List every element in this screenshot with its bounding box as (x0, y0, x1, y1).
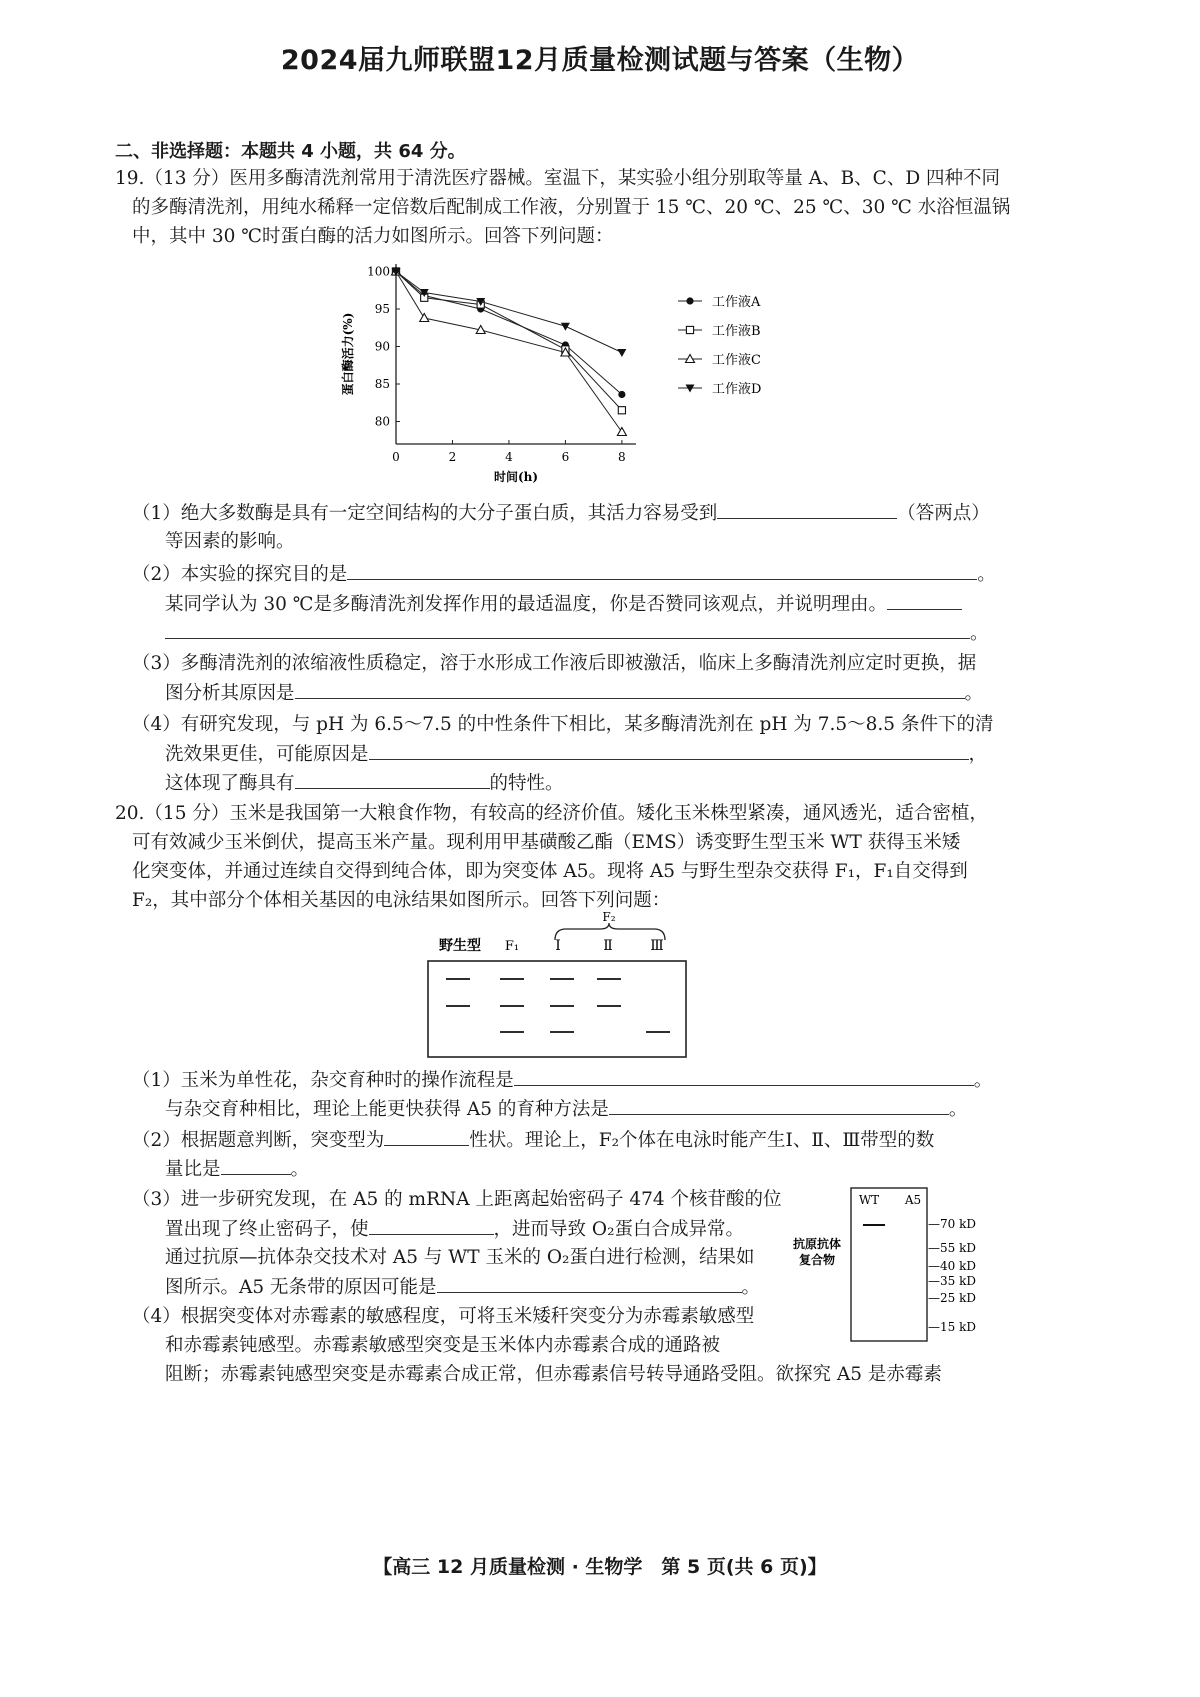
chart-y-tick-label: 80 (374, 414, 390, 429)
q20-p1-line-2 (165, 1096, 967, 1123)
section-heading: 二、非选择题：本题共 4 小题，共 64 分。 (115, 141, 466, 162)
gel-lane-label-3: Ⅲ (650, 938, 664, 954)
q19-p4-property-blank[interactable] (295, 770, 490, 789)
q20-p3-line-3: 通过抗原—抗体杂交技术对 A5 与 WT 玉米的 O₂蛋白进行检测，结果如 (165, 1247, 755, 1268)
q20-p1-method-text: 与杂交育种相比，理论上能更快获得 A5 的育种方法是 (165, 1099, 609, 1120)
blot-marker-40: —40 kD (928, 1259, 976, 1273)
q20-p3-text-2: ，进而导致 O₂蛋白合成异常。 (493, 1219, 744, 1240)
q19-p1-line-2: 等因素的影响。 (165, 531, 295, 552)
q19-p1-blank[interactable] (717, 500, 897, 519)
chart-y-axis-label: 蛋白酶活力(%) (341, 312, 355, 396)
q20-p3-text: 置出现了终止密码子，使 (165, 1219, 369, 1240)
q20-p3-line-1: （3）进一步研究发现，在 A5 的 mRNA 上距离起始密码子 474 个核苷酸的位 (132, 1189, 782, 1210)
blot-marker-55: —55 kD (928, 1241, 976, 1255)
q20-intro-line-3: 化突变体，并通过连续自交得到纯合体，即为突变体 A5。现将 A5 与野生型杂交获得 F₁，F₁自交得到 (132, 861, 968, 882)
chart-data-point (618, 391, 625, 398)
chart-legend-label: 工作液D (712, 382, 762, 397)
q19-p3-line-2 (165, 680, 983, 707)
q19-p2-text: （2）本实验的探究目的是 (132, 564, 348, 585)
gel-lane-label-1: Ⅰ (555, 938, 561, 954)
chart-series-line (396, 272, 622, 433)
chart-y-tick-label: 95 (374, 302, 390, 316)
q19-p2-opinion-blank[interactable] (887, 591, 962, 610)
chart-data-point (617, 349, 626, 357)
q20-p2-ratio-period: 。 (290, 1159, 310, 1180)
q19-p2-line (132, 561, 996, 588)
blot-marker-70: —70 kD (928, 1217, 976, 1231)
chart-data-point (618, 407, 625, 414)
q19-p4-comma: ， (968, 744, 988, 765)
q20-p4-line-3: 阻断；赤霉素钝感型突变是赤霉素合成正常，但赤霉素信号转导通路受阻。欲探究 A5 是赤霉素 (165, 1364, 942, 1385)
chart-x-tick-label: 4 (505, 450, 513, 464)
chart-legend-label: 工作液C (712, 353, 761, 368)
blot-lane-label-wt: WT (858, 1193, 880, 1207)
blot-frame (851, 1188, 927, 1341)
gel-lane-label-2: Ⅱ (603, 938, 613, 954)
q19-p2-blank[interactable] (347, 561, 977, 580)
document-title: 2024届九师联盟12月质量检测试题与答案（生物） (280, 45, 920, 76)
q20-p2-text-2: 性状。理论上，F₂个体在电泳时能产生Ⅰ、Ⅱ、Ⅲ带型的数 (469, 1130, 935, 1151)
chart-y-tick-label: 100 (367, 264, 390, 279)
q20-p1-text: （1）玉米为单性花，杂交育种时的操作流程是 (132, 1070, 514, 1091)
q19-p2-period: 。 (977, 564, 996, 585)
q19-p3-period: 。 (964, 683, 984, 704)
blot-marker-35: —35 kD (928, 1274, 976, 1288)
chart-series-line (396, 272, 622, 395)
q19-intro-line-1: 19.（13 分）医用多酶清洗剂常用于清洗医疗器械。室温下，某实验小组分别取等量 A、B、C、D 四种不同 (115, 168, 1001, 189)
q20-p1-method-blank[interactable] (609, 1096, 949, 1115)
chart-y-tick-label: 85 (374, 377, 390, 391)
chart-series-line (396, 272, 622, 411)
q20-p3-reason-period: 。 (741, 1277, 761, 1298)
chart-series-line (396, 272, 622, 353)
q20-p3-blank[interactable] (369, 1216, 494, 1235)
gel-frame (428, 961, 686, 1057)
q20-p2-line-2 (165, 1156, 309, 1183)
q20-p1-line-1 (132, 1067, 992, 1094)
chart-y-tick-label: 90 (374, 339, 390, 354)
q19-p1-line (132, 500, 990, 527)
chart-legend-marker (686, 297, 693, 304)
q20-intro-line-1: 20.（15 分）玉米是我国第一大粮食作物，有较高的经济价值。矮化玉米株型紧凑，通风透光，适合密植， (115, 803, 988, 824)
q19-p4-property-prefix: 这体现了酶具有 (165, 773, 295, 794)
q19-p4-property-suffix: 的特性。 (489, 773, 564, 794)
q19-p4-line-1: （4）有研究发现，与 pH 为 6.5～7.5 的中性条件下相比，某多酶清洗剂在 pH 为 7.5～8.5 条件下的清 (132, 714, 994, 735)
chart-legend-label: 工作液A (712, 295, 761, 310)
chart-legend-marker (686, 326, 693, 333)
chart-x-tick-label: 8 (618, 450, 626, 464)
q19-p1-suffix: （答两点） (897, 503, 990, 524)
page-footer: 【高三 12 月质量检测 · 生物学 第 5 页(共 6 页)】 (373, 1556, 827, 1578)
blot-side-label-2: 复合物 (798, 1253, 836, 1267)
q20-p1-blank[interactable] (514, 1067, 974, 1086)
q19-p4-blank[interactable] (369, 741, 969, 760)
q19-p4-line-2 (165, 741, 987, 768)
chart-data-point (420, 314, 429, 322)
q20-p2-line-1 (132, 1127, 934, 1154)
chart-legend-label: 工作液B (712, 324, 761, 339)
q19-p2-line-2 (165, 591, 962, 618)
q20-p2-ratio-blank[interactable] (221, 1156, 291, 1175)
q20-p3-reason-text: 图所示。A5 无条带的原因可能是 (165, 1277, 437, 1298)
q19-intro-line-3: 中，其中 30 ℃时蛋白酶的活力如图所示。回答下列问题： (132, 226, 614, 247)
q20-p3-line-2 (165, 1216, 744, 1243)
q19-p2-reason-period: 。 (970, 623, 989, 644)
q19-intro-line-2: 的多酶清洗剂，用纯水稀释一定倍数后配制成工作液，分别置于 15 ℃、20 ℃、25 ℃、30 ℃ 水浴恒温锅 (132, 197, 1011, 218)
chart-data-point (617, 428, 626, 436)
gel-f2-label: F₂ (602, 910, 616, 924)
blot-marker-15: —15 kD (928, 1320, 976, 1334)
q20-p2-ratio-text: 量比是 (165, 1159, 221, 1180)
q19-p2-opinion-text: 某同学认为 30 ℃是多酶清洗剂发挥作用的最适温度，你是否赞同该观点，并说明理由。 (165, 594, 888, 615)
q20-p1-period: 。 (973, 1070, 993, 1091)
q20-p1-method-period: 。 (948, 1099, 968, 1120)
western-blot-figure (785, 1182, 995, 1352)
q20-p4-line-1: （4）根据突变体对赤霉素的敏感程度，可将玉米矮秆突变分为赤霉素敏感型 (132, 1306, 755, 1327)
q20-intro-line-4: F₂，其中部分个体相关基因的电泳结果如图所示。回答下列问题： (132, 890, 671, 911)
gel-bands (446, 979, 670, 1032)
chart-x-tick-label: 2 (448, 450, 457, 464)
q20-p3-line-4 (165, 1274, 760, 1301)
q19-p1-text: （1）绝大多数酶是具有一定空间结构的大分子蛋白质，其活力容易受到 (132, 503, 718, 524)
gel-lane-label-f1: F₁ (504, 939, 520, 954)
enzyme-activity-chart (330, 252, 800, 492)
chart-data-point (561, 323, 570, 331)
q19-p3-text: 图分析其原因是 (165, 683, 295, 704)
q20-p2-trait-blank[interactable] (384, 1127, 469, 1146)
q20-intro-line-2: 可有效减少玉米倒伏，提高玉米产量。现利用甲基磺酸乙酯（EMS）诱变野生型玉米 WT 获得玉米矮 (132, 832, 961, 853)
blot-marker-25: —25 kD (928, 1291, 976, 1305)
gel-electrophoresis-figure (420, 905, 695, 1060)
gel-lane-label-wildtype: 野生型 (439, 938, 481, 954)
q19-p2-line-3 (165, 620, 989, 647)
chart-x-axis-label: 时间(h) (493, 470, 539, 484)
blot-side-label-1: 抗原抗体 (792, 1237, 842, 1251)
q19-p2-reason-blank[interactable] (165, 620, 970, 639)
q19-p4-text: 洗效果更佳，可能原因是 (165, 744, 369, 765)
q19-p3-line-1: （3）多酶清洗剂的浓缩液性质稳定，溶于水形成工作液后即被激活，临床上多酶清洗剂应定时更换，据 (132, 653, 977, 674)
chart-x-tick-label: 0 (392, 450, 400, 464)
q19-p4-line-3 (165, 770, 564, 797)
q20-p4-line-2: 和赤霉素钝感型。赤霉素敏感型突变是玉米体内赤霉素合成的通路被 (165, 1335, 721, 1356)
q20-p3-reason-blank[interactable] (437, 1274, 742, 1293)
blot-lane-label-a5: A5 (904, 1193, 922, 1207)
q20-p2-text: （2）根据题意判断，突变型为 (132, 1130, 385, 1151)
q19-p3-blank[interactable] (295, 680, 965, 699)
chart-x-tick-label: 6 (561, 450, 570, 464)
